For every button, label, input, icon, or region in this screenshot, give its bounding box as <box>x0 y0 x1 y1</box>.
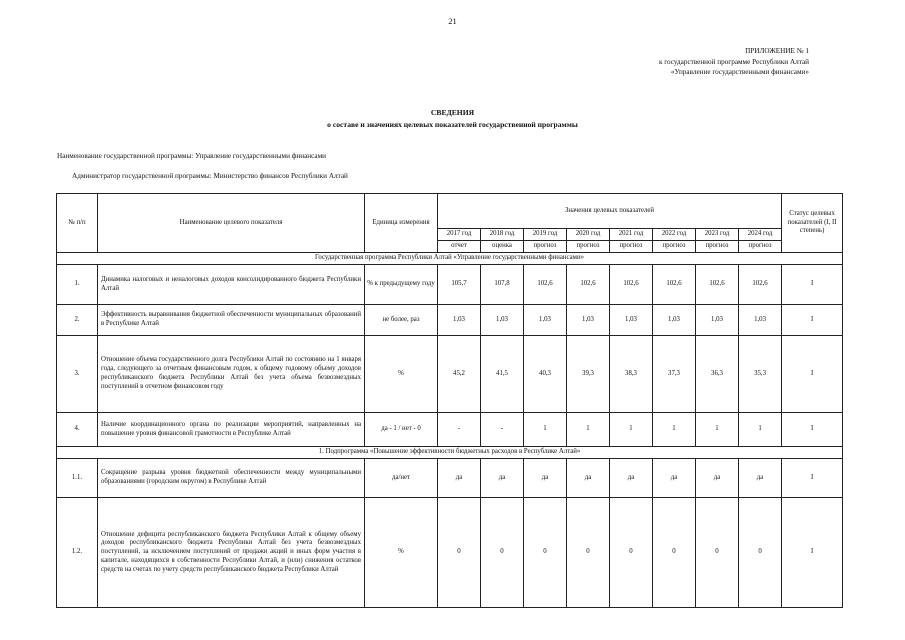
row-value: да <box>610 459 653 498</box>
appendix-line-1: ПРИЛОЖЕНИЕ № 1 <box>745 47 809 55</box>
row-unit: да/нет <box>365 459 438 498</box>
row-num: 1.1. <box>57 459 98 498</box>
row-indicator-name: Динамика налоговых и неналоговых доходов консолидированного бюджета Республики Алтай <box>98 265 365 305</box>
header-year: 2022 год <box>653 229 696 241</box>
row-num: 1.2. <box>57 498 98 608</box>
document-title <box>0 107 905 131</box>
row-value: да <box>481 459 524 498</box>
header-kind: прогноз <box>567 241 610 253</box>
row-indicator-name: Эффективность выравнивания бюджетной обеспеченности муниципальных образований в Республике Алтай <box>98 305 365 336</box>
row-num: 3. <box>57 336 98 413</box>
row-value: 0 <box>567 498 610 608</box>
row-value: 45,2 <box>438 336 481 413</box>
table-row <box>57 305 843 336</box>
page-number: 21 <box>448 16 457 26</box>
table-row <box>57 413 843 447</box>
row-status: I <box>782 336 843 413</box>
row-value: 105,7 <box>438 265 481 305</box>
header-year: 2024 год <box>739 229 782 241</box>
row-value: 0 <box>610 498 653 608</box>
section-row <box>57 253 843 265</box>
row-value: 102,6 <box>524 265 567 305</box>
header-kind: прогноз <box>696 241 739 253</box>
row-unit: % к предыдущему году <box>365 265 438 305</box>
row-value: 1,03 <box>438 305 481 336</box>
row-status: I <box>782 413 843 447</box>
header-year: 2019 год <box>524 229 567 241</box>
section-row <box>57 447 843 459</box>
program-name-line: Наименование государственной программы: Управление государственными финансами <box>57 152 326 160</box>
header-unit: Единица измерения <box>365 194 438 253</box>
row-num: 1. <box>57 265 98 305</box>
row-unit: да - 1 / нет - 0 <box>365 413 438 447</box>
header-year: 2020 год <box>567 229 610 241</box>
row-status: I <box>782 265 843 305</box>
row-indicator-name: Отношение объема государственного долга Республики Алтай по состоянию на 1 января года, следующего за отчетным финансовым годом, к общему годовому объему доходов республиканского бюджета Республики Алтай без учета объема безвозмездных поступлений в отчетном финансовом году <box>98 336 365 413</box>
row-value: 1,03 <box>696 305 739 336</box>
row-value: 1 <box>696 413 739 447</box>
header-num: № п/п <box>57 194 98 253</box>
table-row <box>57 459 843 498</box>
row-value: 102,6 <box>739 265 782 305</box>
row-value: 102,6 <box>653 265 696 305</box>
row-value: да <box>524 459 567 498</box>
header-name: Наименование целевого показателя <box>98 194 365 253</box>
row-value: 0 <box>438 498 481 608</box>
row-value: да <box>696 459 739 498</box>
table-body <box>57 253 843 608</box>
row-value: 102,6 <box>696 265 739 305</box>
row-indicator-name: Сокращение разрыва уровня бюджетной обеспеченности между муниципальными образованиями (городским округом) в Республике Алтай <box>98 459 365 498</box>
header-values-group: Значения целевых показателей <box>438 194 782 229</box>
header-kind: прогноз <box>739 241 782 253</box>
section-title: 1. Подпрограмма «Повышение эффективности бюджетных расходов в Республике Алтай» <box>57 447 843 459</box>
header-year: 2021 год <box>610 229 653 241</box>
row-value: 41,5 <box>481 336 524 413</box>
row-value: 37,3 <box>653 336 696 413</box>
row-value: 1,03 <box>481 305 524 336</box>
header-kind: прогноз <box>524 241 567 253</box>
row-value: 1 <box>567 413 610 447</box>
row-value: 1,03 <box>610 305 653 336</box>
row-value: 107,8 <box>481 265 524 305</box>
row-value: - <box>438 413 481 447</box>
row-value: 1,03 <box>524 305 567 336</box>
row-value: 0 <box>481 498 524 608</box>
row-value: 1,03 <box>739 305 782 336</box>
header-year: 2023 год <box>696 229 739 241</box>
row-status: I <box>782 459 843 498</box>
row-value: да <box>567 459 610 498</box>
row-value: 102,6 <box>610 265 653 305</box>
row-value: 0 <box>653 498 696 608</box>
row-value: 1 <box>739 413 782 447</box>
row-value: 1,03 <box>653 305 696 336</box>
row-value: 0 <box>739 498 782 608</box>
row-value: 1 <box>524 413 567 447</box>
row-value: - <box>481 413 524 447</box>
row-value: да <box>438 459 481 498</box>
row-value: 35,3 <box>739 336 782 413</box>
row-indicator-name: Наличие координационного органа по реализации мероприятий, направленных на повышение уровня финансовой грамотности в Республике Алтай <box>98 413 365 447</box>
row-value: 39,3 <box>567 336 610 413</box>
table-row <box>57 498 843 608</box>
row-value: 102,6 <box>567 265 610 305</box>
row-value: да <box>653 459 696 498</box>
row-value: 36,3 <box>696 336 739 413</box>
row-value: 0 <box>524 498 567 608</box>
appendix-line-2: к государственной программе Республики Алтай <box>658 57 809 66</box>
title-main: СВЕДЕНИЯ <box>430 108 475 117</box>
row-unit: не более, раз <box>365 305 438 336</box>
row-unit: % <box>365 336 438 413</box>
row-value: 40,3 <box>524 336 567 413</box>
indicators-table <box>56 193 843 608</box>
title-sub: о составе и значениях целевых показателей государственной программы <box>327 120 578 129</box>
row-status: I <box>782 498 843 608</box>
row-value: да <box>739 459 782 498</box>
header-status: Статус целевых показателей (I, II степень) <box>782 194 843 253</box>
header-kind: оценка <box>481 241 524 253</box>
table-row <box>57 336 843 413</box>
header-kind: прогноз <box>653 241 696 253</box>
row-value: 1 <box>653 413 696 447</box>
row-value: 38,3 <box>610 336 653 413</box>
header-kind: прогноз <box>610 241 653 253</box>
section-title: Государственная программа Республики Алтай «Управление государственными финансами» <box>57 253 843 265</box>
header-kind: отчет <box>438 241 481 253</box>
row-status: I <box>782 305 843 336</box>
row-num: 2. <box>57 305 98 336</box>
table-row <box>57 265 843 305</box>
row-value: 1,03 <box>567 305 610 336</box>
header-year: 2018 год <box>481 229 524 241</box>
row-num: 4. <box>57 413 98 447</box>
appendix-line-3: «Управление государственными финансами» <box>670 68 809 76</box>
header-year: 2017 год <box>438 229 481 241</box>
row-indicator-name: Отношение дефицита республиканского бюджета Республики Алтай к общему объему доходов республиканского бюджета Республики Алтай без учета безвозмездных поступлений, за исключением поступлений от продажи акций и иных форм участия в капитале, находящихся в собственности Республики Алтай, и (или) снижения остатков средств на счетах по учету средств республиканского бюджета Республики Алтай <box>98 498 365 608</box>
row-unit: % <box>365 498 438 608</box>
appendix-header <box>659 46 809 78</box>
row-value: 0 <box>696 498 739 608</box>
administrator-line: Администратор государственной программы: Министерство финансов Республики Алтай <box>72 172 348 180</box>
row-value: 1 <box>610 413 653 447</box>
